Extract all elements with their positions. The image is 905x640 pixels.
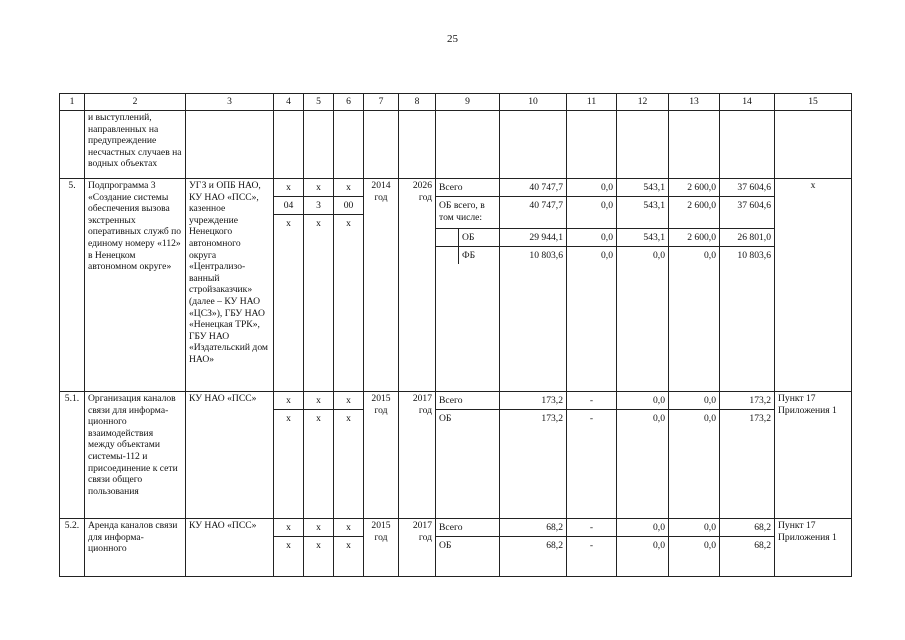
cell: [669, 111, 720, 179]
header-row: [60, 94, 852, 111]
row-name: Организация каналов связи для информа- ционного взаимодействия между объектами системы-112 и присоединение к сети связи общего пользования: [85, 392, 186, 519]
source-total: Всего: [439, 182, 463, 193]
table-row-5-2: [60, 519, 852, 577]
value: x: [334, 214, 363, 232]
value: 173,2: [541, 395, 563, 406]
cell-col5: [304, 519, 334, 577]
indent-cell: [436, 247, 459, 264]
cell: [399, 111, 436, 179]
value: 00: [334, 196, 363, 214]
value: x: [286, 522, 291, 533]
cell-col12: [617, 179, 669, 392]
table-row-continued: [60, 111, 852, 179]
value: 40 747,7: [500, 196, 566, 228]
value: 2 600,0: [669, 196, 719, 228]
header-cell: 15: [775, 94, 852, 111]
cell-col4: [274, 179, 304, 392]
source-ob-total: ОБ всего, в том числе:: [436, 196, 499, 228]
value: 173,2: [720, 409, 774, 427]
cell: [500, 111, 567, 179]
value: 68,2: [720, 536, 774, 554]
cell-col15: Пункт 17 Приложения 1: [775, 519, 852, 577]
value: 04: [274, 196, 303, 214]
cell: [775, 111, 852, 179]
cell-col10: [500, 392, 567, 519]
table-row-5-1: [60, 392, 852, 519]
header-cell: 4: [274, 94, 304, 111]
header-cell: 9: [436, 94, 500, 111]
row-number: 5.1.: [60, 392, 85, 519]
value: x: [274, 214, 303, 232]
header-cell: 12: [617, 94, 669, 111]
end-year: 2017 год: [399, 392, 436, 519]
value: x: [286, 182, 291, 193]
cell-description: и выступлений, направленных на предупреждение несчастных случаев на водных объектах: [85, 111, 186, 179]
header-cell: 13: [669, 94, 720, 111]
header-cell: 6: [334, 94, 364, 111]
funding-sources: [436, 179, 500, 392]
funding-sources: [436, 519, 500, 577]
value: 2 600,0: [687, 182, 716, 193]
cell-col4: [274, 392, 304, 519]
value: 10 803,6: [500, 246, 566, 264]
cell-col5: [304, 392, 334, 519]
value: Всего: [439, 395, 463, 406]
end-year: 2026 год: [399, 179, 436, 392]
funding-sources: [436, 392, 500, 519]
value: 37 604,6: [720, 196, 774, 228]
row-executor: УГЗ и ОПБ НАО, КУ НАО «ПСС», казенное учреждение Ненецкого автономного округа «Централизо- ванный стройзаказчик» (далее – КУ НАО «ЦСЗ»), ГБУ НАО «Ненецкая ТРК», ГБУ НАО «Издательский дом НАО»: [186, 179, 274, 392]
cell-col4: [274, 519, 304, 577]
table-row-5: [60, 179, 852, 392]
cell-col14: [720, 392, 775, 519]
cell: [274, 111, 304, 179]
cell-col11: [567, 519, 617, 577]
header-cell: 3: [186, 94, 274, 111]
header-cell: 2: [85, 94, 186, 111]
indent-cell: [436, 229, 459, 246]
value: 0,0: [617, 246, 668, 264]
cell-col15: x: [775, 179, 852, 392]
source-ob-row: [436, 228, 499, 246]
value: x: [334, 536, 363, 554]
value: 0,0: [617, 409, 668, 427]
value: x: [274, 536, 303, 554]
value: 68,2: [754, 522, 771, 533]
value: x: [304, 214, 333, 232]
value: 68,2: [500, 536, 566, 554]
row-executor: КУ НАО «ПСС»: [186, 392, 274, 519]
value: ОБ: [436, 409, 499, 427]
cell-col13: [669, 179, 720, 392]
cell-col10: [500, 519, 567, 577]
value: x: [274, 409, 303, 427]
cell: [60, 111, 85, 179]
cell-col14: [720, 519, 775, 577]
program-table: [59, 93, 852, 577]
value: 0,0: [617, 536, 668, 554]
value: -: [567, 536, 616, 554]
value: x: [316, 522, 321, 533]
cell: [304, 111, 334, 179]
value: ОБ: [436, 536, 499, 554]
cell: [436, 111, 500, 179]
value: 0,0: [567, 228, 616, 246]
cell-col13: [669, 392, 720, 519]
value: 26 801,0: [720, 228, 774, 246]
cell-col15: Пункт 17 Приложения 1: [775, 392, 852, 519]
row-name: Подпрограмма 3 «Создание системы обеспечения вызова экстренных оперативных служб по единому номеру «112» в Ненецком автономном округе»: [85, 179, 186, 392]
value: 0,0: [567, 246, 616, 264]
cell-col12: [617, 392, 669, 519]
cell-col6: [334, 179, 364, 392]
value: Всего: [439, 522, 463, 533]
value: 173,2: [500, 409, 566, 427]
value: 0,0: [601, 182, 613, 193]
value: x: [346, 182, 351, 193]
value: x: [346, 395, 351, 406]
row-number: 5.2.: [60, 519, 85, 577]
value: x: [316, 395, 321, 406]
value: 0,0: [704, 522, 716, 533]
cell-col14: [720, 179, 775, 392]
cell: [720, 111, 775, 179]
value: 543,1: [643, 182, 665, 193]
source-fb-row: [436, 246, 499, 264]
header-cell: 14: [720, 94, 775, 111]
value: 40 747,7: [529, 182, 563, 193]
value: -: [567, 409, 616, 427]
value: x: [304, 409, 333, 427]
cell: [567, 111, 617, 179]
value: -: [589, 522, 594, 533]
cell-col6: [334, 519, 364, 577]
cell-col11: [567, 179, 617, 392]
header-cell: 8: [399, 94, 436, 111]
cell-col11: [567, 392, 617, 519]
value: 0,0: [669, 409, 719, 427]
value: 2 600,0: [669, 228, 719, 246]
cell: [186, 111, 274, 179]
value: x: [316, 182, 321, 193]
cell-col12: [617, 519, 669, 577]
value: 37 604,6: [737, 182, 771, 193]
header-cell: 11: [567, 94, 617, 111]
value: x: [346, 522, 351, 533]
value: 0,0: [669, 246, 719, 264]
value: 3: [304, 196, 333, 214]
value: 173,2: [749, 395, 771, 406]
value: 543,1: [617, 196, 668, 228]
cell-col10: [500, 179, 567, 392]
source-ob: ОБ: [462, 232, 475, 243]
cell-col13: [669, 519, 720, 577]
value: 0,0: [704, 395, 716, 406]
row-number: 5.: [60, 179, 85, 392]
value: 10 803,6: [720, 246, 774, 264]
value: 543,1: [617, 228, 668, 246]
cell: [364, 111, 399, 179]
start-year: 2015 год: [364, 392, 399, 519]
page-number: 25: [447, 33, 458, 45]
source-fb: ФБ: [462, 250, 476, 261]
value: 29 944,1: [500, 228, 566, 246]
value: 0,0: [669, 536, 719, 554]
start-year: 2015 год: [364, 519, 399, 577]
value: 0,0: [653, 522, 665, 533]
row-name: Аренда каналов связи для информа- ционного: [85, 519, 186, 577]
cell-col6: [334, 392, 364, 519]
value: x: [286, 395, 291, 406]
cell: [617, 111, 669, 179]
value: 0,0: [567, 196, 616, 228]
row-executor: КУ НАО «ПСС»: [186, 519, 274, 577]
header-cell: 7: [364, 94, 399, 111]
value: 0,0: [653, 395, 665, 406]
end-year: 2017 год: [399, 519, 436, 577]
header-cell: 10: [500, 94, 567, 111]
header-cell: 1: [60, 94, 85, 111]
cell: [334, 111, 364, 179]
value: x: [304, 536, 333, 554]
header-cell: 5: [304, 94, 334, 111]
cell-col5: [304, 179, 334, 392]
value: -: [589, 395, 594, 406]
value: x: [334, 409, 363, 427]
value: 68,2: [546, 522, 563, 533]
start-year: 2014 год: [364, 179, 399, 392]
